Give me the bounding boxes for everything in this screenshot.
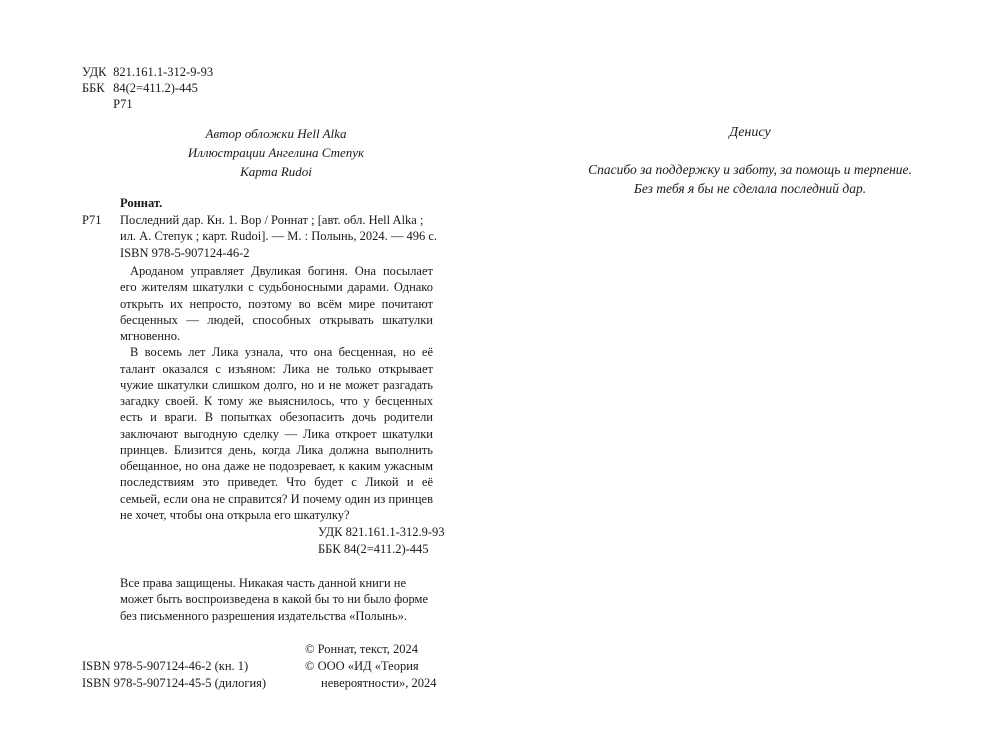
copyright-line: © ООО «ИД «Теория [305,659,419,673]
isbn-line: ISBN 978-5-907124-45-5 (дилогия) [82,676,267,690]
author-mark-top-row [82,96,213,112]
isbn-list [82,658,266,692]
credits [120,126,432,183]
biblio-line: ISBN 978-5-907124-46-2 [120,245,250,260]
isbn-line: ISBN 978-5-907124-46-2 (кн. 1) [82,659,249,673]
copyright-notice [305,641,435,692]
classification-codes-top [82,64,213,112]
udc-code-bottom: УДК 821.161.1-312.9-93 [318,525,445,539]
credit-illustrations: Иллюстрации Ангелина Степук [187,145,365,160]
dedication-text [560,161,940,198]
bbk-code-bottom: ББК 84(2=411.2)-445 [318,542,429,556]
book-abstract [120,263,433,523]
classification-codes-bottom [318,524,445,558]
udc-value: 821.161.1-312-9-93 [113,65,214,79]
author-mark-top: Р71 [113,97,133,111]
dedication-name: Денису [729,125,771,140]
dedication-line: Без тебя я бы не сделала последний дар. [633,180,867,196]
udc-code-top [82,64,213,80]
dedication-line: Спасибо за поддержку и заботу, за помощь и терпение. [588,162,912,177]
bibliographic-record [120,212,438,261]
author-mark: Р71 [82,213,102,227]
copyright-line: невероятности», 2024 [321,676,437,690]
udc-label: УДК [82,65,107,79]
author-heading: Роннат. [120,196,163,210]
rights-notice: Все права защищены. Никакая часть данной книги не может быть воспроизведена в какой бы то ни было форме без письменного разрешения издательства «Полынь». [120,576,428,623]
credit-cover: Автор обложки Hell Alka [205,126,347,141]
abstract-paragraph: В восемь лет Лика узнала, что она бесценная, но её талант оказался с изъяном: Лика не только открывает чужие шкатулки слишком долго, но и не может разгадать загадку своей. К тому же выяснилось, что у бесценных есть и враги. В попытках обезопасить дочь родители заключают выгодную сделку — Лика откроет шкатулки принцев. Близится день, когда Лика должна выполнить обещанное, но она даже не подозревает, к каким ужасным последствиям это приведет. Что будет с Ликой и её семьей, если она не справится? И почему один из принцев не хочет, чтобы она открыла его шкатулку? [120,345,433,522]
biblio-line: Последний дар. Кн. 1. Вор / Роннат ; [авт. обл. Hell Alka ; [120,213,424,227]
copyright-line: © Роннат, текст, 2024 [305,642,418,656]
bbk-label: ББК [82,81,105,95]
bbk-value: 84(2=411.2)-445 [113,81,198,95]
bbk-code-top [82,80,213,96]
credit-map: Карта Rudoi [240,164,312,179]
abstract-paragraph: Ароданом управляет Двуликая богиня. Она посылает его жителям шкатулки с судьбоносными дарами. Однако открыть их непросто, поэтому во всём мире почитают бесценных — людей, способных открывать шкатулки мгновенно. [120,264,433,343]
right-page [500,0,1000,750]
biblio-line: ил. А. Степук ; карт. Rudoi]. — М. : Полынь, 2024. — 496 с. [120,229,438,244]
